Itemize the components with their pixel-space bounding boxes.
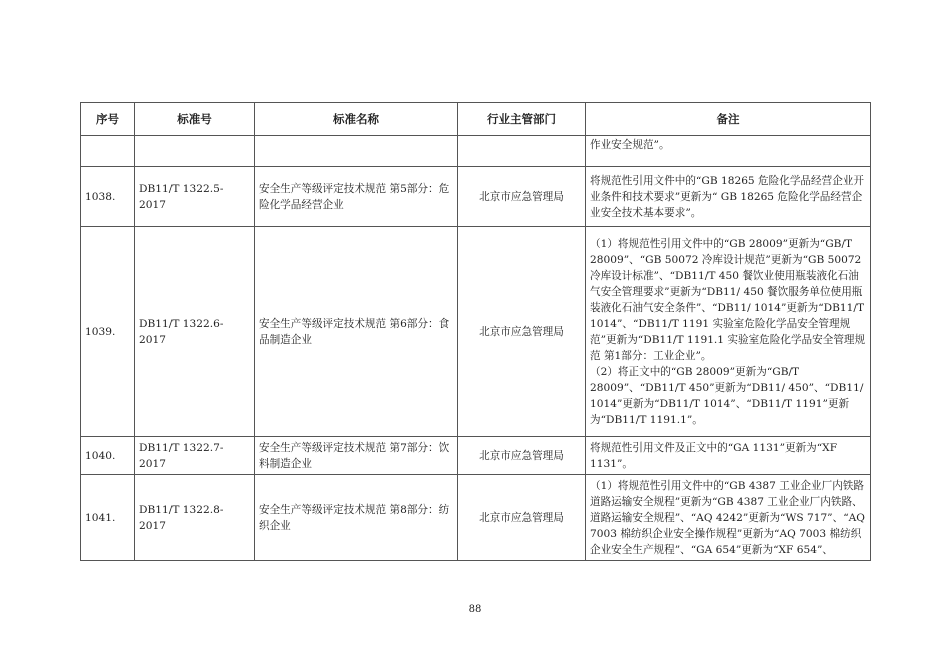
cell-std-name: 安全生产等级评定技术规范 第6部分：食品制造企业 (255, 227, 458, 437)
table-row (81, 475, 871, 561)
table-row-continuation (81, 136, 871, 167)
cell-remarks (586, 227, 871, 437)
header-department: 行业主管部门 (458, 103, 586, 136)
cell-empty (81, 136, 135, 167)
cell-remarks-continuation: 作业安全规范”。 (586, 136, 871, 167)
cell-department: 北京市应急管理局 (458, 227, 586, 437)
cell-empty (135, 136, 255, 167)
table-header-row (81, 103, 871, 136)
header-seq: 序号 (81, 103, 135, 136)
cell-remarks (586, 437, 871, 475)
cell-std-number: DB11/T 1322.7-2017 (135, 437, 255, 475)
cell-department: 北京市应急管理局 (458, 475, 586, 561)
cell-seq: 1040. (81, 437, 135, 475)
cell-department: 北京市应急管理局 (458, 437, 586, 475)
cell-std-number: DB11/T 1322.8-2017 (135, 475, 255, 561)
cell-seq: 1038. (81, 167, 135, 227)
cell-std-name: 安全生产等级评定技术规范 第5部分：危险化学品经营企业 (255, 167, 458, 227)
cell-std-number: DB11/T 1322.6-2017 (135, 227, 255, 437)
table-row (81, 437, 871, 475)
page-number: 88 (468, 604, 482, 615)
remark-paragraph: 将规范性引用文件中的“GB 18265 危险化学品经营企业开业条件和技术要求”更新为“ GB 18265 危险化学品经营企业安全技术基本要求”。 (590, 174, 864, 219)
cell-std-number: DB11/T 1322.5-2017 (135, 167, 255, 227)
cell-seq: 1041. (81, 475, 135, 561)
remark-paragraph: （2）将正文中的“GB 28009”更新为“GB/T 28009”、“DB11/T 450”更新为“DB11/ 450”、“DB11/ 1014”更新为“DB11/T 1014”、“DB11/T 1191”更新为“DB11/T 1191.1”。 (590, 365, 864, 426)
header-std-number: 标准号 (135, 103, 255, 136)
cell-seq: 1039. (81, 227, 135, 437)
remark-paragraph: （1）将规范性引用文件中的“GB 28009”更新为“GB/T 28009”、“GB 50072 冷库设计规范”更新为“GB 50072 冷库设计标准”、“DB11/T 450 餐饮业使用瓶装液化石油气安全管理要求”更新为“DB11/ 450 餐饮服务单位使用瓶装液化石油气安全条件”、“DB11/ 1014”更新为“DB11/T 1014”、“DB11/T 1191 实验室危险化学品安全管理规范”更新为“DB11/T 1191.1 实验室危险化学品安全管理规范 第1部分：工业企业”。 (590, 237, 866, 362)
remark-paragraph: （1）将规范性引用文件中的“GB 4387 工业企业厂内铁路道路运输安全规程”更新为“GB 4387 工业企业厂内铁路、道路运输安全规程”、“AQ 4242”更新为“WS 717”、“AQ 7003 棉纺织企业安全操作规程”更新为“AQ 7003 棉纺织企业安全生产规程”、“GA 654”更新为“XF 654”、 (590, 479, 865, 556)
cell-empty (458, 136, 586, 167)
cell-remarks (586, 475, 871, 561)
cell-department: 北京市应急管理局 (458, 167, 586, 227)
cell-empty (255, 136, 458, 167)
standards-table (80, 102, 871, 561)
cell-std-name: 安全生产等级评定技术规范 第8部分：纺织企业 (255, 475, 458, 561)
header-remarks: 备注 (586, 103, 871, 136)
remark-paragraph: 将规范性引用文件及正文中的“GA 1131”更新为“XF 1131”。 (590, 441, 838, 470)
cell-remarks (586, 167, 871, 227)
table-row (81, 227, 871, 437)
table-row (81, 167, 871, 227)
cell-std-name: 安全生产等级评定技术规范 第7部分：饮料制造企业 (255, 437, 458, 475)
header-std-name: 标准名称 (255, 103, 458, 136)
